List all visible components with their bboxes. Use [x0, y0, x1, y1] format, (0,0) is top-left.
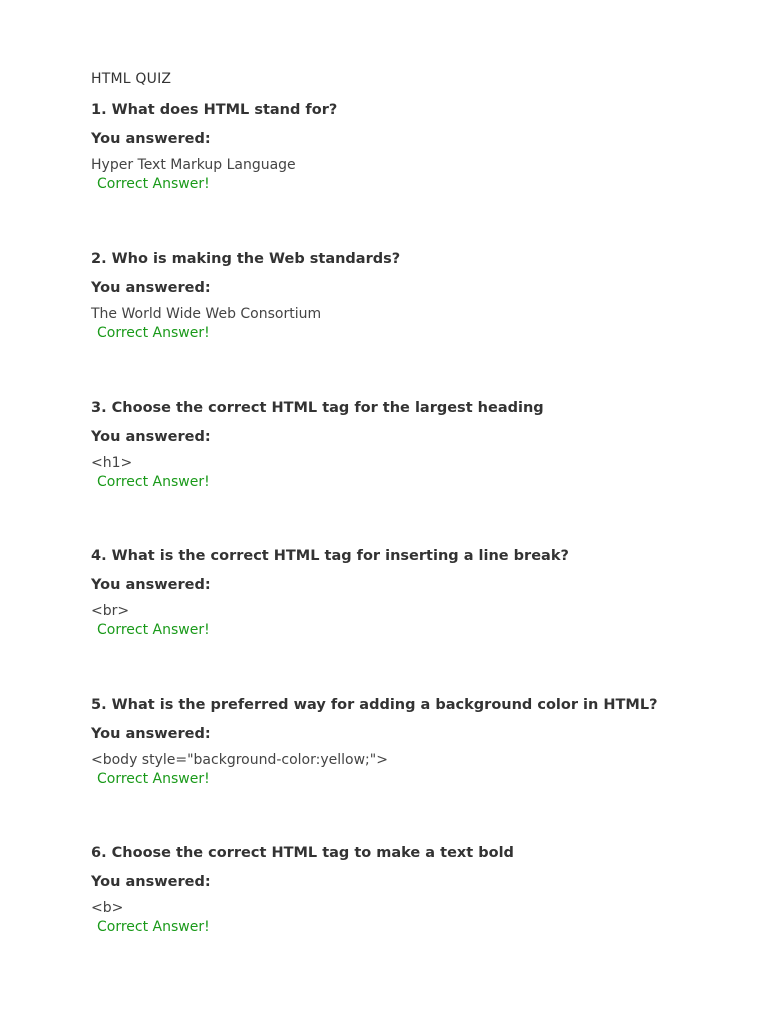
answer-text: <h1> [91, 455, 133, 471]
correct-answer-label: Correct Answer! [97, 474, 210, 490]
correct-answer-label: Correct Answer! [97, 325, 210, 341]
answer-text: The World Wide Web Consortium [91, 306, 322, 322]
question-block-5 [91, 696, 731, 788]
correct-answer-label: Correct Answer! [97, 919, 210, 935]
question-block-2 [91, 250, 731, 342]
question-block-3 [91, 399, 731, 491]
you-answered-label: You answered: [91, 874, 211, 890]
question-text: 4. What is the correct HTML tag for inserting a line break? [91, 548, 569, 564]
quiz-title: HTML QUIZ [91, 71, 172, 87]
answer-text: <br> [91, 603, 130, 619]
question-block-1 [91, 101, 731, 193]
correct-answer-label: Correct Answer! [97, 622, 210, 638]
you-answered-label: You answered: [91, 280, 211, 296]
you-answered-label: You answered: [91, 429, 211, 445]
answer-text: <b> [91, 900, 124, 916]
question-block-4 [91, 547, 731, 639]
answer-text: Hyper Text Markup Language [91, 157, 296, 173]
question-text: 5. What is the preferred way for adding a background color in HTML? [91, 697, 658, 713]
question-text: 3. Choose the correct HTML tag for the largest heading [91, 400, 544, 416]
you-answered-label: You answered: [91, 131, 211, 147]
correct-answer-label: Correct Answer! [97, 176, 210, 192]
question-text: 2. Who is making the Web standards? [91, 251, 401, 267]
question-block-6 [91, 844, 731, 936]
question-text: 1. What does HTML stand for? [91, 102, 338, 118]
you-answered-label: You answered: [91, 577, 211, 593]
you-answered-label: You answered: [91, 726, 211, 742]
answer-text: <body style="background-color:yellow;"> [91, 752, 388, 768]
question-text: 6. Choose the correct HTML tag to make a text bold [91, 845, 514, 861]
correct-answer-label: Correct Answer! [97, 771, 210, 787]
